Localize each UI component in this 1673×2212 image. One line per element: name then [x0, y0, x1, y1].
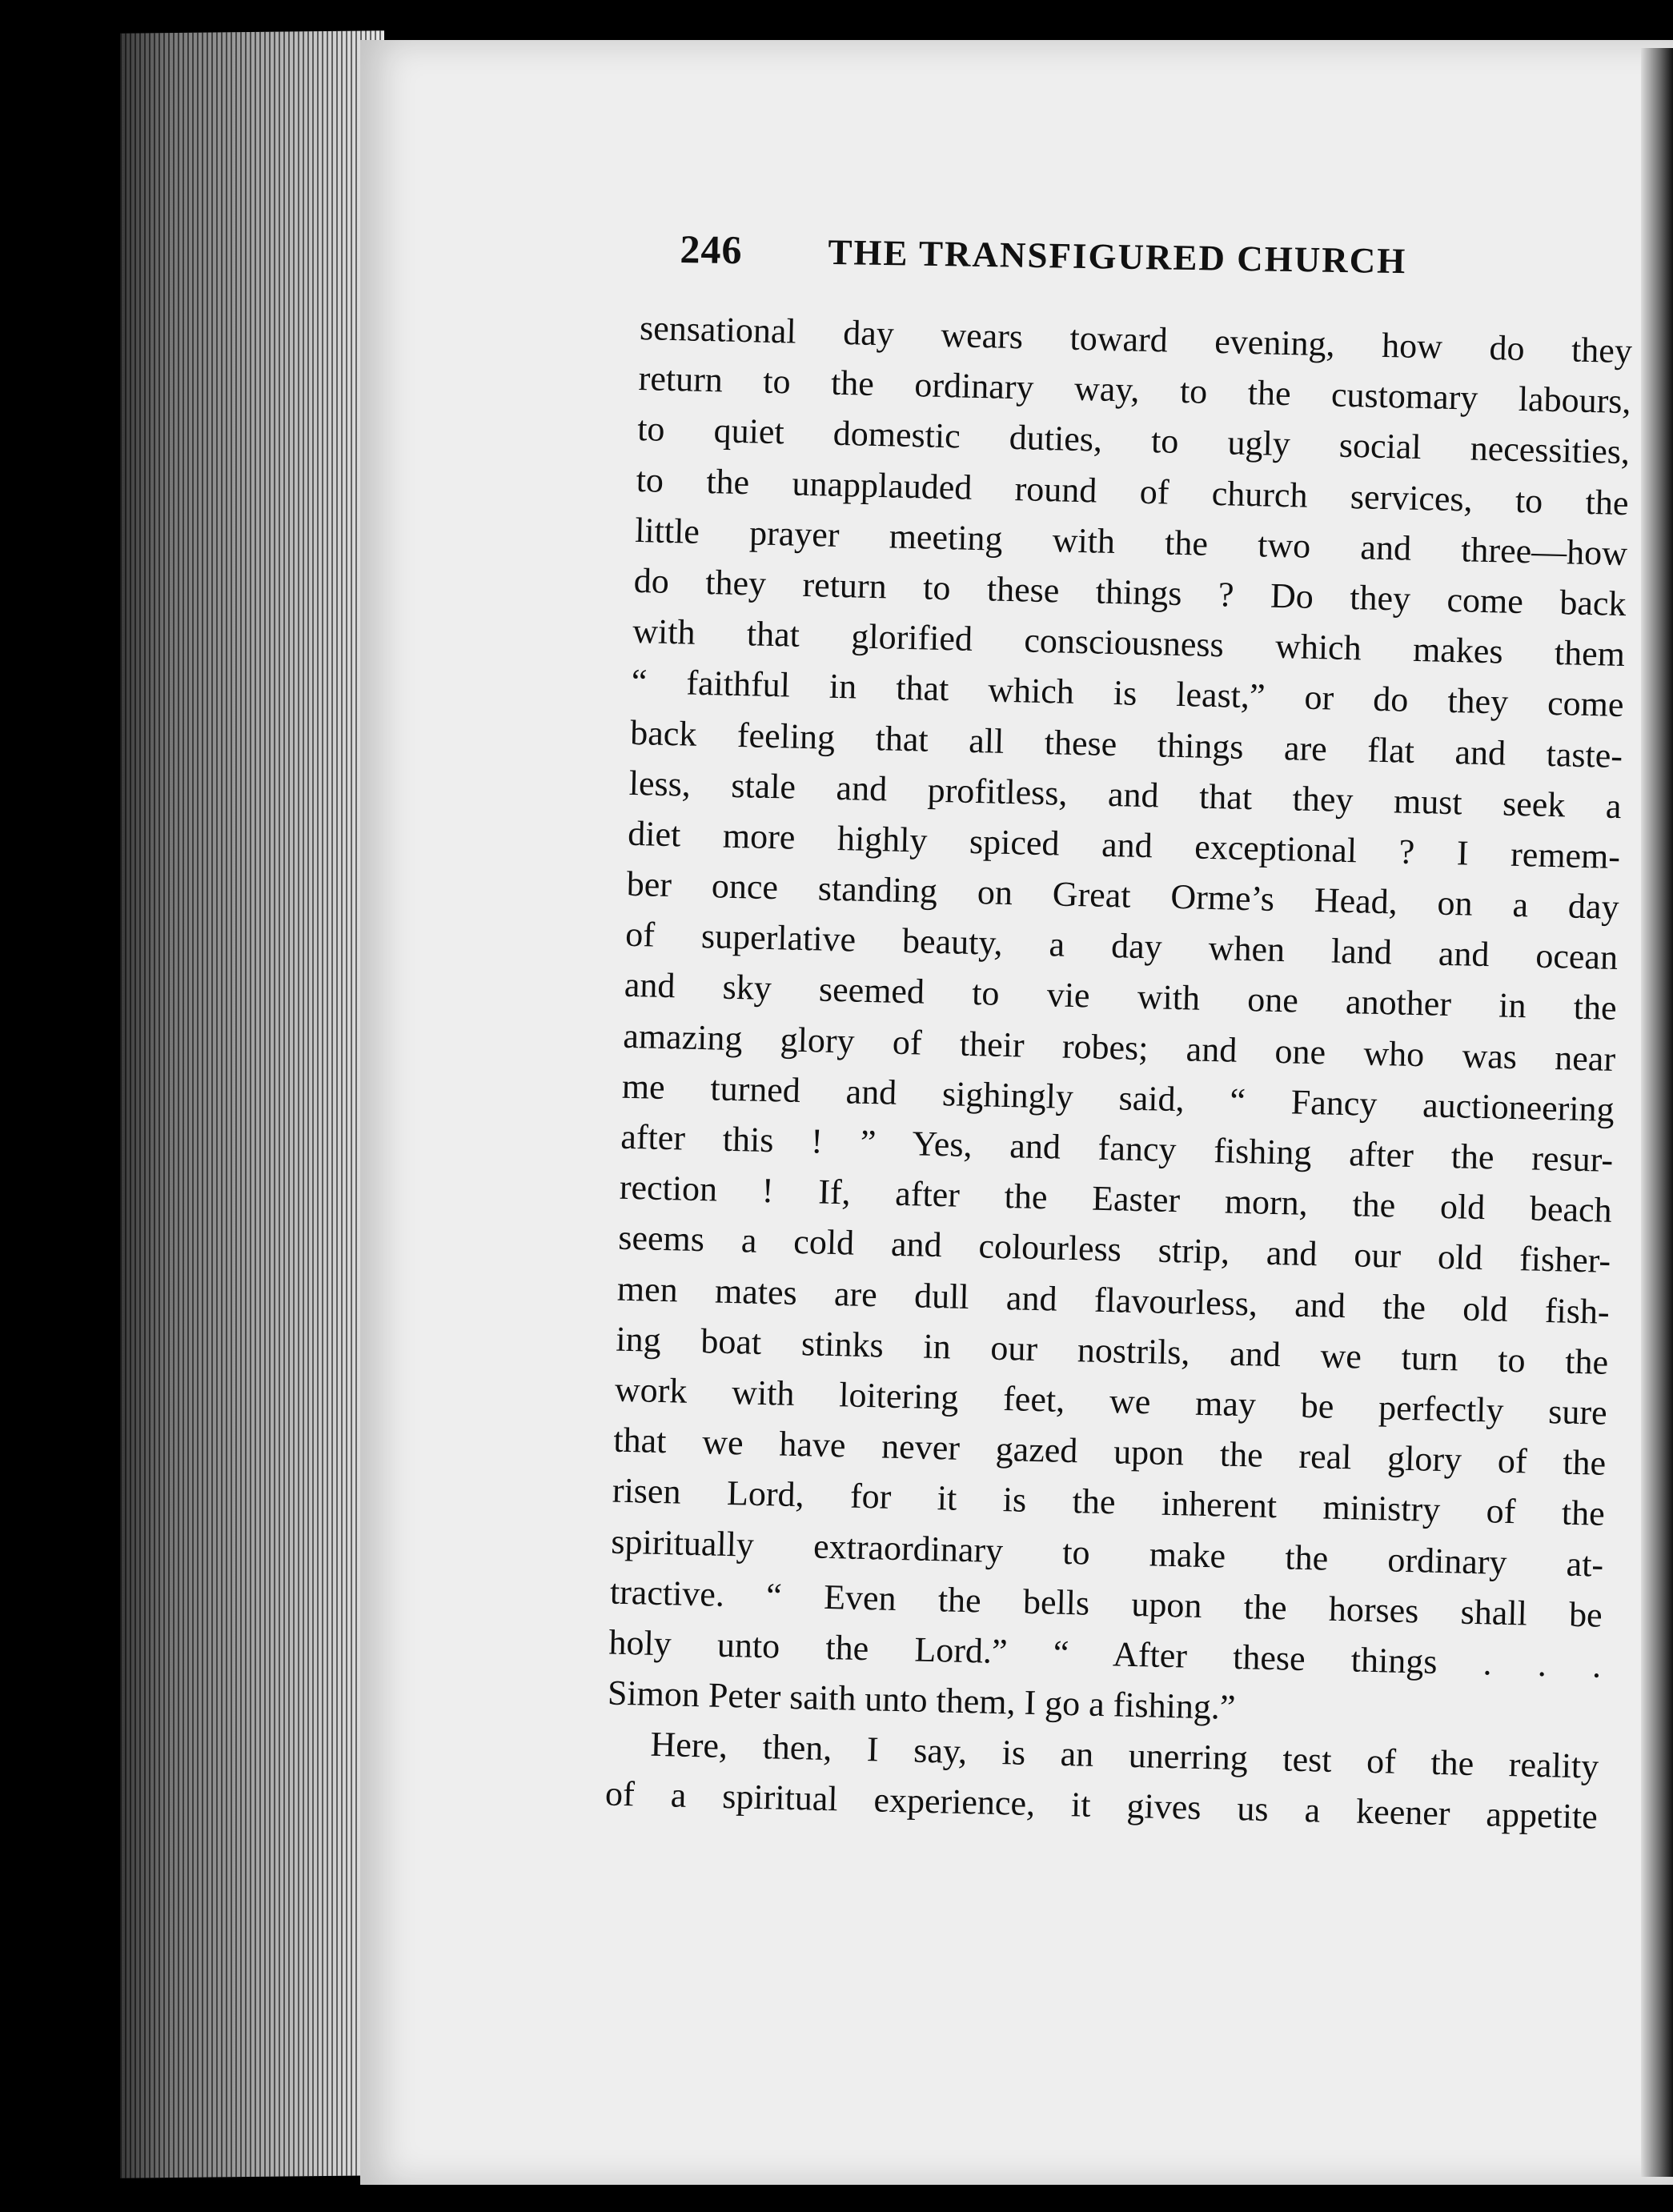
- text-line: “ faithful in that which is least,” or do they come: [631, 662, 1625, 725]
- text-line: holy unto the Lord.” “ After these things . . .: [608, 1622, 1602, 1685]
- text-line: ing boat stinks in our nostrils, and we turn to the: [615, 1319, 1609, 1382]
- page-number: 246: [680, 226, 743, 273]
- text-line: diet more highly spiced and exceptional ? I remem-: [627, 813, 1621, 876]
- text-line: me turned and sighingly said, “ Fancy auctioneering: [621, 1066, 1615, 1129]
- text-line: seems a cold and colourless strip, and our old fisher-: [617, 1218, 1611, 1281]
- text-line: ber once standing on Great Orme’s Head, on a day: [626, 864, 1620, 928]
- text-line: tractive. “ Even the bells upon the horses shall be: [609, 1572, 1603, 1635]
- text-line: to quiet domestic duties, to ugly social necessities,: [636, 409, 1631, 472]
- text-line: do they return to these things ? Do they come back: [633, 560, 1627, 624]
- text-line: risen Lord, for it is the inherent ministry of the: [612, 1470, 1606, 1534]
- text-line: sensational day wears toward evening, how do they: [639, 307, 1633, 371]
- text-line: back feeling that all these things are flat and taste-: [629, 712, 1623, 775]
- page-header: [680, 226, 1529, 303]
- text-line: little prayer meeting with the two and three—how: [634, 510, 1628, 573]
- text-line: and sky seemed to vie with one another in the: [624, 965, 1618, 1028]
- text-line: work with loitering feet, we may be perfectly sure: [614, 1369, 1608, 1433]
- text-line: less, stale and profitless, and that they must seek a: [628, 763, 1623, 826]
- text-line: amazing glory of their robes; and one who was near: [622, 1016, 1616, 1079]
- text-line: after this ! ” Yes, and fancy fishing after the resur-: [620, 1116, 1614, 1180]
- page-right-edge-shadow: [1641, 48, 1673, 2177]
- text-line: with that glorified consciousness which makes them: [632, 611, 1626, 675]
- text-line: men mates are dull and flavourless, and the old fish-: [616, 1268, 1611, 1332]
- text-line: to the unapplauded round of church services, to the: [636, 459, 1630, 523]
- text-line: of superlative beauty, a day when land and ocean: [624, 915, 1619, 978]
- text-line: rection ! If, after the Easter morn, the old beach: [619, 1167, 1613, 1231]
- text-line: spiritually extraordinary to make the ordinary at-: [610, 1521, 1604, 1585]
- book-fore-edge: [120, 30, 384, 2178]
- text-line: that we have never gazed upon the real glory of the: [612, 1420, 1607, 1483]
- text-line: of a spiritual experience, it gives us a keener appetite: [604, 1773, 1599, 1837]
- text-line: return to the ordinary way, to the customary labours,: [638, 359, 1632, 422]
- text-line: Simon Peter saith unto them, I go a fishing.”: [607, 1673, 1237, 1728]
- body-text: [604, 303, 1632, 1842]
- running-head: THE TRANSFIGURED CHURCH: [828, 231, 1407, 282]
- text-line: Here, then, I say, is an unerring test of the reality: [649, 1725, 1599, 1786]
